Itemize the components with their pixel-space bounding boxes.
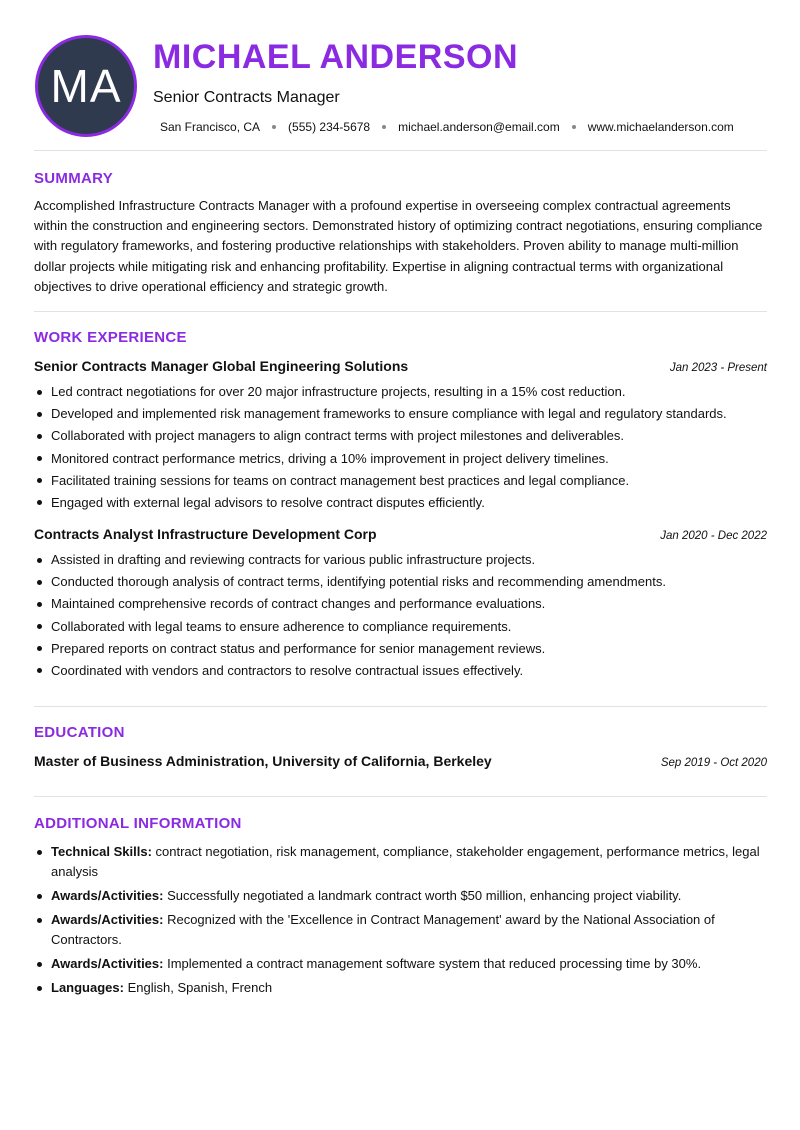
list-item (34, 954, 767, 974)
section-title-experience: WORK EXPERIENCE (34, 329, 187, 346)
job-header (34, 526, 767, 542)
list-item: Collaborated with project managers to align contract terms with project milestones and deliverables. (34, 427, 767, 444)
list-item: Assisted in drafting and reviewing contracts for various public infrastructure projects. (34, 551, 767, 568)
divider (34, 796, 767, 797)
item-label: Awards/Activities: (51, 912, 164, 927)
list-item (34, 842, 767, 882)
section-title-education: EDUCATION (34, 724, 125, 741)
contact-phone[interactable]: (555) 234-5678 (288, 120, 371, 134)
job-bullets (34, 383, 767, 516)
job-header (34, 358, 767, 374)
list-item: Facilitated training sessions for teams on contract management best practices and legal compliance. (34, 472, 767, 489)
item-label: Awards/Activities: (51, 956, 164, 971)
list-item: Maintained comprehensive records of contract changes and performance evaluations. (34, 595, 767, 612)
summary-text: Accomplished Infrastructure Contracts Manager with a profound expertise in overseeing complex contractual agreements within the construction and engineering sectors. Demonstrated history of optimizing contract negotiations, ensuring compliance with regulatory frameworks, and fostering productive relationships with stakeholders. Proven ability to manage multi-million dollar projects while mitigating risk and enhancing profitability. Expertise in aligning contractual terms with organizational objectives to drive operational efficiency and strategic growth. (34, 198, 763, 294)
section-title-summary: SUMMARY (34, 170, 114, 187)
list-item (34, 910, 767, 950)
list-item: Coordinated with vendors and contractors to resolve contractual issues effectively. (34, 662, 767, 679)
contact-email[interactable]: michael.anderson@email.com (398, 120, 560, 134)
candidate-name: MICHAEL ANDERSON (153, 38, 519, 76)
job-title: Contracts Analyst Infrastructure Development Corp (34, 526, 377, 542)
avatar-initials: MA (50, 60, 122, 112)
item-text: English, Spanish, French (123, 980, 273, 995)
list-item (34, 886, 767, 906)
item-label: Awards/Activities: (51, 888, 164, 903)
item-text: contract negotiation, risk management, compliance, stakeholder engagement, performance metrics, legal analysis (51, 844, 760, 879)
item-label: Languages: (51, 980, 124, 995)
job-date: Jan 2023 - Present (669, 362, 767, 374)
list-item: Led contract negotiations for over 20 major infrastructure projects, resulting in a 15% cost reduction. (34, 383, 767, 400)
list-item: Conducted thorough analysis of contract terms, identifying potential risks and recommending amendments. (34, 573, 767, 590)
separator-dot (382, 125, 386, 129)
degree: Master of Business Administration, University of California, Berkeley (34, 753, 492, 769)
education-entry (34, 753, 767, 769)
list-item: Collaborated with legal teams to ensure adherence to compliance requirements. (34, 618, 767, 635)
education-date: Sep 2019 - Oct 2020 (660, 757, 767, 769)
divider (34, 311, 767, 312)
additional-info-list (34, 842, 767, 1002)
list-item: Prepared reports on contract status and performance for senior management reviews. (34, 640, 767, 657)
divider (34, 706, 767, 707)
list-item: Engaged with external legal advisors to resolve contract disputes efficiently. (34, 494, 767, 511)
separator-dot (272, 125, 276, 129)
contact-website[interactable]: www.michaelanderson.com (587, 120, 734, 134)
list-item (34, 978, 767, 998)
contact-bar (160, 120, 734, 134)
avatar (35, 35, 137, 137)
divider (34, 150, 767, 151)
section-title-additional: ADDITIONAL INFORMATION (34, 815, 242, 832)
item-text: Successfully negotiated a landmark contract worth $50 million, enhancing project viability. (163, 888, 682, 903)
item-label: Technical Skills: (51, 844, 152, 859)
list-item: Monitored contract performance metrics, driving a 10% improvement in project delivery timelines. (34, 450, 767, 467)
job-bullets (34, 551, 767, 684)
item-text: Implemented a contract management software system that reduced processing time by 30%. (163, 956, 702, 971)
item-text: Recognized with the 'Excellence in Contract Management' award by the National Association of Contractors. (51, 912, 715, 947)
list-item: Developed and implemented risk management frameworks to ensure compliance with legal and regulatory standards. (34, 405, 767, 422)
candidate-role: Senior Contracts Manager (153, 89, 340, 106)
separator-dot (572, 125, 576, 129)
contact-location: San Francisco, CA (160, 120, 261, 134)
job-title: Senior Contracts Manager Global Engineering Solutions (34, 358, 409, 374)
job-date: Jan 2020 - Dec 2022 (660, 530, 767, 542)
